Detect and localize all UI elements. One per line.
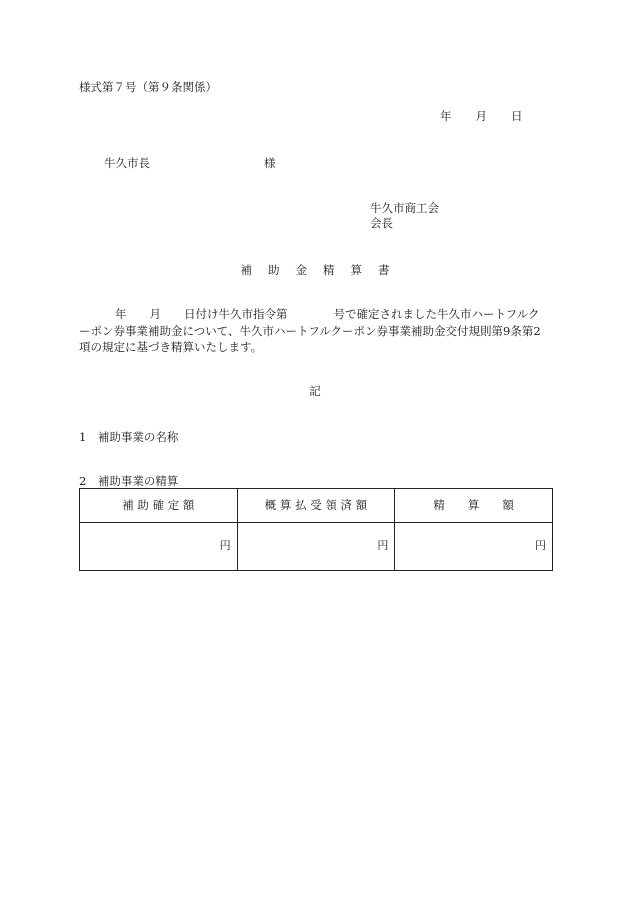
date-line bbox=[440, 109, 523, 124]
header-advance-received: 概 算 払 受 領 済 額 bbox=[237, 489, 395, 523]
table-row bbox=[80, 523, 553, 571]
addressee bbox=[104, 156, 276, 171]
title-char: 補 bbox=[240, 263, 252, 277]
body-line-1: 年 月 日付け牛久市指令第 号で確定されました牛久市ハートフルク bbox=[115, 307, 540, 321]
title-char: 書 bbox=[378, 263, 390, 277]
sender-title: 会長 bbox=[370, 216, 393, 230]
body-paragraph bbox=[79, 306, 559, 356]
item-1-heading: 1 補助事業の名称 bbox=[79, 430, 179, 444]
title-char: 算 bbox=[350, 263, 362, 277]
yen-unit: 円 bbox=[535, 539, 546, 553]
form-number: 様式第７号（第９条関係） bbox=[79, 80, 217, 94]
sender-organization: 牛久市商工会 bbox=[370, 201, 439, 215]
sender-block bbox=[370, 201, 439, 231]
title-char: 精 bbox=[323, 263, 335, 277]
header-settlement-amount: 精 算 額 bbox=[395, 489, 553, 523]
table-header-row bbox=[80, 489, 553, 523]
yen-unit: 円 bbox=[377, 539, 389, 553]
confirmed-amount-cell[interactable] bbox=[80, 523, 238, 571]
title-char: 助 bbox=[268, 263, 280, 277]
header-confirmed-amount: 補 助 確 定 額 bbox=[80, 489, 238, 523]
addressee-name: 牛久市長 bbox=[104, 156, 150, 170]
date-month: 月 bbox=[475, 109, 487, 123]
addressee-honorific: 様 bbox=[264, 156, 276, 170]
advance-received-cell[interactable] bbox=[237, 523, 395, 571]
title-char: 金 bbox=[295, 263, 307, 277]
body-line-3: 項の規定に基づき精算いたします。 bbox=[79, 340, 263, 354]
settlement-table bbox=[79, 488, 553, 571]
settlement-amount-cell[interactable] bbox=[395, 523, 553, 571]
document-title bbox=[0, 263, 630, 278]
item-2-heading: 2 補助事業の精算 bbox=[79, 474, 179, 488]
ki-heading: 記 bbox=[309, 384, 321, 398]
yen-unit: 円 bbox=[219, 539, 231, 553]
date-day: 日 bbox=[511, 109, 523, 123]
body-line-2: ーポン券事業補助金について、牛久市ハートフルクーポン券事業補助金交付規則第9条第2 bbox=[79, 323, 541, 338]
date-year: 年 bbox=[440, 109, 452, 123]
